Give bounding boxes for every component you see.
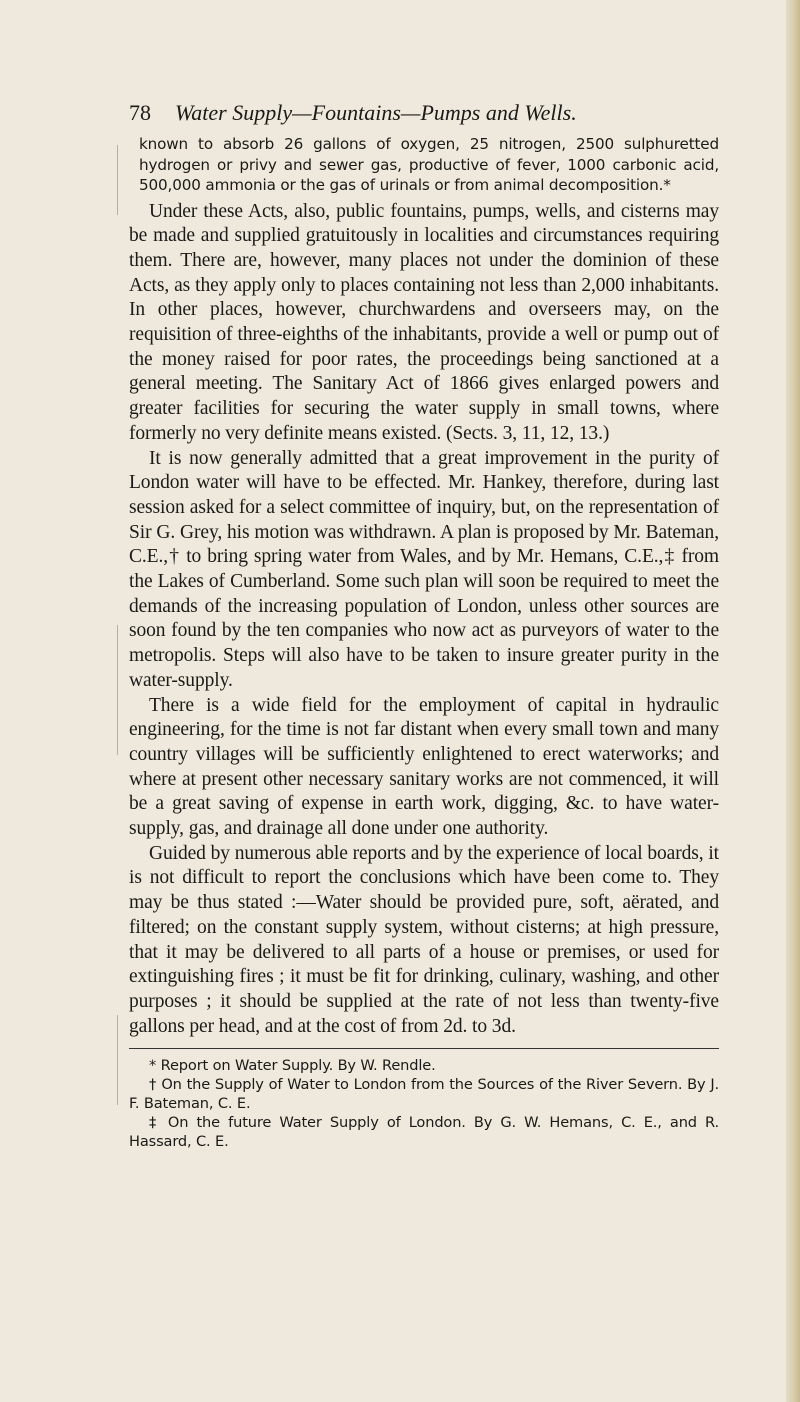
footnote-rule (129, 1048, 719, 1049)
footnotes (129, 1057, 719, 1151)
footnote: † On the Supply of Water to London from the Sources of the River Severn. By J. F. Bateman, C. E. (129, 1076, 719, 1112)
body-paragraph: There is a wide field for the employment of capital in hydraulic engineering, for the time is not far distant when every small town and many country villages will be sufficiently enlightened to erect waterworks; and where at present other necessary sanitary works are not commenced, it will be a great saving of expense in earth work, digging, &c. to have water-supply, gas, and drainage all done under one authority. (129, 694, 719, 840)
running-head-title: Water Supply—Fountains—Pumps and Wells. (175, 100, 577, 125)
body-paragraph: Under these Acts, also, public fountains, pumps, wells, and cisterns may be made and supplied gratuitously in localities and circumstances requiring them. There are, however, many places not under the dominion of these Acts, as they apply only to places containing not less than 2,000 inhabitants. In other places, however, churchwardens and overseers may, on the requisition of three-eighths of the inhabitants, provide a well or pump out of the money raised for poor rates, the proceedings being sanctioned at a general meeting. The Sanitary Act of 1866 gives enlarged powers and greater facilities for securing the water supply in small towns, where formerly no very definite means existed. (Sects. 3, 11, 12, 13.) (129, 200, 719, 444)
footnote: ‡ On the future Water Supply of London. By G. W. Hemans, C. E., and R. Hassard, C. E. (129, 1113, 719, 1150)
body-paragraph: It is now generally admitted that a great improvement in the purity of London water will have to be effected. Mr. Hankey, therefore, during last session asked for a select committee of inquiry, but, on the representation of Sir G. Grey, his motion was withdrawn. A plan is proposed by Mr. Bateman, C.E.,† to bring spring water from Wales, and by Mr. Hemans, C.E.,‡ from the Lakes of Cumberland. Some such plan will soon be required to meet the demands of the increasing population of London, unless other sources are soon found by the ten companies who now act as purveyors of water to the metropolis. Steps will also have to be taken to insure greater purity in the water-supply. (129, 447, 719, 691)
margin-mark (117, 1015, 118, 1105)
body-paragraph: Guided by numerous able reports and by the experience of local boards, it is not difficult to report the conclusions which have been come to. They may be thus stated :—Water should be provided pure, soft, aërated, and filtered; on the constant supply system, without cisterns; at high pressure, that it may be delivered to all parts of a house or premises, or used for extinguishing fires ; it must be fit for drinking, culinary, washing, and other purposes ; it should be supplied at the rate of not less than twenty-five gallons per head, and at the cost of from 2d. to 3d. (129, 842, 719, 1037)
margin-mark (117, 145, 118, 215)
page-number: 78 (129, 100, 151, 125)
book-page (129, 98, 719, 1151)
intro-paragraph: known to absorb 26 gallons of oxygen, 25 nitrogen, 2500 sulphuretted hydrogen or privy and sewer gas, productive of fever, 1000 carbonic acid, 500,000 ammonia or the gas of urinals or from animal decomposition.* (139, 135, 719, 194)
running-head (129, 98, 719, 134)
footnote: * Report on Water Supply. By W. Rendle. (149, 1057, 436, 1075)
page-edge (786, 0, 800, 1402)
margin-mark (117, 625, 118, 755)
